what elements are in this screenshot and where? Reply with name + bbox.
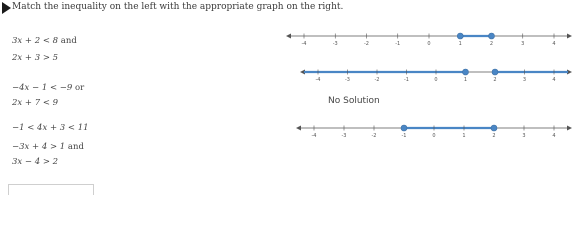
tick-label: -3: [341, 133, 347, 139]
answer-box[interactable]: [8, 184, 94, 195]
arrow-right-icon: [567, 34, 572, 39]
tick-label: 2: [493, 77, 497, 83]
arrow-left-icon: [296, 126, 301, 131]
inequality-2-line1[interactable]: [12, 83, 84, 93]
inequality-3-line1[interactable]: [12, 123, 89, 133]
instruction-text: Match the inequality on the left with the appropriate graph on the right.: [12, 2, 344, 12]
inequality-1-line2[interactable]: [12, 53, 58, 63]
tick-label: 0: [427, 41, 431, 47]
endpoint-dot: [463, 69, 469, 75]
tick-label: 3: [522, 133, 526, 139]
tick-label: -3: [332, 41, 338, 47]
endpoint-dot: [401, 125, 407, 131]
tick-label: 4: [552, 41, 556, 47]
tick-label: -1: [404, 77, 409, 83]
tick-label: -1: [401, 133, 407, 139]
tick-label: 3: [521, 41, 525, 47]
tick-label: 0: [432, 133, 436, 139]
inequality-1-joiner: and: [60, 36, 77, 46]
tick-label: -4: [311, 133, 317, 139]
inequality-1-expr1: 3x + 2 < 8: [12, 36, 59, 46]
tick-label: 1: [463, 77, 468, 83]
tick-label: 4: [552, 77, 556, 83]
inequality-4-expr2: 3x − 4 > 2: [12, 157, 59, 167]
inequality-4-expr1: −3x + 4 > 1: [12, 142, 66, 152]
inequality-3-expr1: −1 < 4x + 3 < 11: [12, 123, 89, 133]
tick-label: -3: [345, 77, 350, 83]
tick-label: 4: [552, 133, 556, 139]
tick-label: -2: [374, 77, 380, 83]
inequality-2-expr2: 2x + 7 < 9: [12, 98, 59, 108]
tick-label: 2: [492, 133, 496, 139]
tick-label: -4: [315, 77, 321, 83]
endpoint-dot: [457, 33, 463, 39]
tick-label: -2: [371, 133, 377, 139]
inequality-1-expr2: 2x + 3 > 5: [12, 53, 59, 63]
inequality-2-joiner: or: [75, 83, 85, 93]
inequality-4-joiner: and: [67, 142, 84, 152]
number-line-graph-1[interactable]: [286, 28, 572, 52]
tick-label: -4: [301, 41, 307, 47]
tick-label: 2: [489, 41, 494, 47]
number-line-graph-3[interactable]: [296, 120, 572, 144]
inequality-4-line2[interactable]: [12, 157, 58, 167]
arrow-right-icon: [567, 126, 572, 131]
inequality-1-line1[interactable]: [12, 36, 77, 46]
tick-label: 0: [434, 77, 438, 83]
inequality-2-line2[interactable]: [12, 98, 58, 108]
number-line-graph-2[interactable]: [300, 64, 572, 88]
inequality-4-line1[interactable]: [12, 142, 84, 152]
tick-label: -1: [395, 41, 401, 47]
endpoint-dot: [491, 125, 497, 131]
no-solution-option[interactable]: No Solution: [328, 96, 380, 106]
endpoint-dot: [492, 69, 498, 75]
tick-label: -2: [364, 41, 369, 47]
inequality-2-expr1: −4x − 1 < −9: [12, 83, 73, 93]
tick-label: 1: [458, 41, 462, 47]
arrow-left-icon: [286, 34, 291, 39]
tick-label: 1: [462, 133, 466, 139]
endpoint-dot: [489, 33, 495, 39]
tick-label: 3: [522, 77, 527, 83]
